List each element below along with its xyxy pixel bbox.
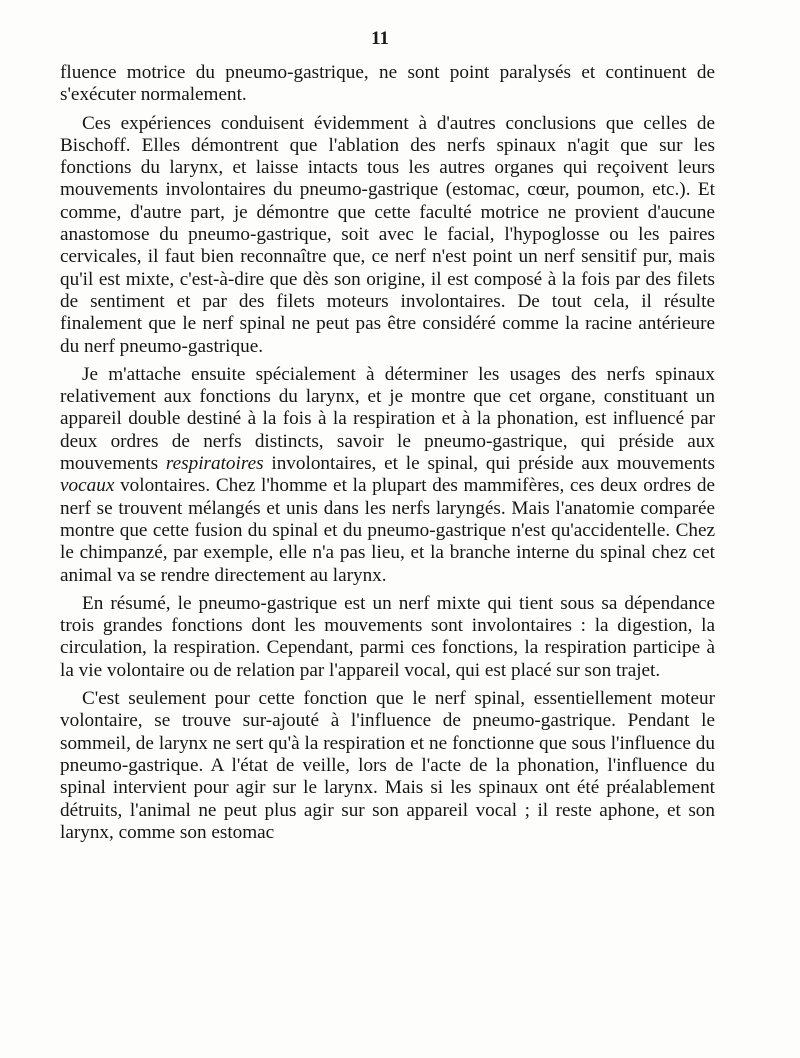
italic-vocaux: vocaux [60, 475, 115, 497]
body-text [60, 62, 715, 844]
paragraph-experiences: Ces expériences conduisent évidemment à d'autres conclusions que celles de Bischoff. Elles démontrent que l'ablation des nerfs spinaux n'agit que sur les fonctions du larynx, et laisse intacts tous les autres organes qui reçoivent leurs mouvements involontaires du pneumo-gastrique (estomac, cœur, poumon, etc.). Et comme, d'autre part, je démontre que cette faculté motrice ne provient d'aucune anastomose du pneumo-gastrique, soit avec le facial, l'hypoglosse ou les paires cervicales, il faut bien reconnaître que, ce nerf n'est point un nerf sensitif pur, mais qu'il est mixte, c'est-à-dire que dès son origine, il est composé à la fois par des filets de sentiment et par des filets moteurs involontaires. De tout cela, il résulte finalement que le nerf spinal ne peut pas être considéré comme la racine antérieure du nerf pneumo-gastrique. [60, 112, 715, 357]
paragraph-spinal-usage-part-3: volontaires. Chez l'homme et la plupart des mammifères, ces deux ordres de nerf se trouvent mélangés et unis dans les nerfs laryngés. Mais l'anatomie comparée montre que cette fusion du spinal et du pneumo-gastrique n'est qu'accidentelle. Chez le chimpanzé, par exemple, elle n'a pas lieu, et la branche interne du spinal chez cet animal va se rendre directement au larynx. [60, 475, 715, 586]
paragraph-voice-function: C'est seulement pour cette fonction que le nerf spinal, essentiellement moteur volontaire, se trouve sur-ajouté à l'influence de pneumo-gastrique. Pendant le sommeil, de larynx ne sert qu'à la respiration et ne fonctionne que sous l'influence du pneumo-gastrique. A l'état de veille, lors de l'acte de la phonation, l'influence du spinal intervient pour agir sur le larynx. Mais si les spinaux ont été préalablement détruits, l'animal ne peut plus agir sur son appareil vocal ; il reste aphone, et son larynx, comme son estomac [60, 688, 715, 843]
paragraph-spinal-usage-part-2: involontaires, et le spinal, qui préside aux mouvements [263, 453, 715, 475]
page-number: 11 [371, 28, 389, 49]
italic-respiratoires: respiratoires [165, 453, 264, 475]
paragraph-continuation: fluence motrice du pneumo-gastrique, ne sont point paralysés et continuent de s'exécuter normalement. [60, 62, 715, 106]
paragraph-spinal-usage-part-1: Je m'attache ensuite spécialement à déterminer les usages des nerfs spinaux relativement aux fonctions du larynx, et je montre que cet organe, constituant un appareil double destiné à la fois à la respiration et à la phonation, est influencé par deux ordres de nerfs distincts, savoir le pneumo-gastrique, qui préside aux mouvements [60, 363, 715, 475]
paragraph-summary: En résumé, le pneumo-gastrique est un nerf mixte qui tient sous sa dépendance trois grandes fonctions dont les mouvements sont involontaires : la digestion, la circulation, la respiration. Cependant, parmi ces fonctions, la respiration participe à la vie volontaire ou de relation par l'appareil vocal, qui est placé sur son trajet. [60, 592, 715, 681]
paragraph-spinal-usage [60, 364, 715, 587]
